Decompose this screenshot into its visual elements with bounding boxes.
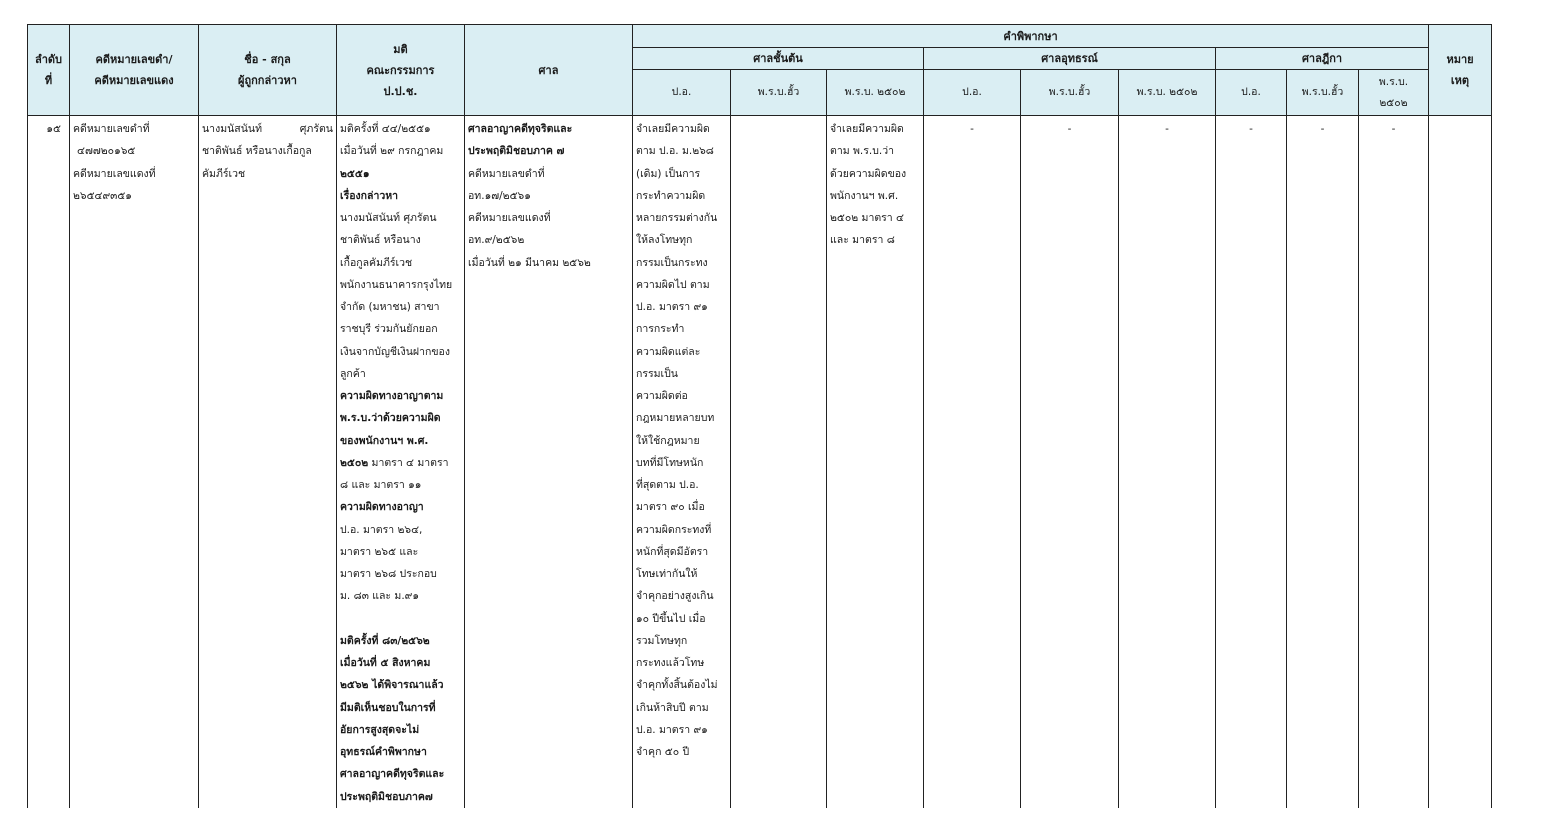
- text-line: ความผิดทางอาญาตาม: [340, 390, 444, 402]
- text-line: ให้ใช้กฎหมาย: [636, 434, 700, 447]
- text-line: จำเลยมีความผิด: [830, 123, 904, 135]
- header-case-no: คดีหมายเลขดำ/ คดีหมายเลขแดง: [70, 25, 199, 116]
- text-line: จำเลยมีความผิด: [636, 123, 710, 135]
- table-row: [28, 116, 1492, 809]
- text-line: พ.ร.บ.ว่าด้วยความผิด: [340, 412, 441, 425]
- text-line: อท.๙/๒๕๖๒: [468, 234, 525, 247]
- text-line: ป.อ. มาตรา ๙๑: [636, 723, 708, 736]
- text-line: ศาลอาญาคดีทุจริตและ: [340, 768, 445, 781]
- header-supreme-act-2502: พ.ร.บ. ๒๕๐๒: [1359, 70, 1429, 116]
- text-line: ด้วยความผิดของ: [830, 167, 907, 180]
- text-line: มติครั้งที่ ๔๔/๒๕๕๑: [340, 123, 431, 135]
- text-line: ศาลอาญาคดีทุจริตและ: [468, 123, 573, 135]
- text-line: มติครั้งที่ ๘๓/๒๕๖๒: [340, 634, 430, 647]
- text-line: นางมนัสนันท์ ศุภรัตน: [340, 212, 437, 224]
- text-line: ป.อ. มาตรา ๒๖๔,: [340, 523, 423, 536]
- text-line: ของพนักงานฯ พ.ศ.: [340, 434, 429, 447]
- header-name: ชื่อ - สกุล ผู้ถูกกล่าวหา: [199, 25, 337, 116]
- cell-resolution: [337, 116, 465, 809]
- text-line: บทที่มีโทษหนัก: [636, 456, 704, 469]
- cell-court: [465, 116, 633, 809]
- text-line: หลายกรรมต่างกัน: [636, 212, 718, 224]
- header-appeal-act-short: พ.ร.บ.ฮั้ว: [1021, 70, 1119, 116]
- text-line: ตาม พ.ร.บ.ว่า: [830, 145, 895, 158]
- text-line: [340, 608, 461, 630]
- header-court: ศาล: [465, 25, 633, 116]
- cell-case-no: คดีหมายเลขดำที่ ๔๗๗๒๐๑๖๕ คดีหมายเลขแดงที่ ๒๖๕๔๙๓๕๑: [70, 116, 199, 809]
- text-line: ป.อ. มาตรา ๙๑: [636, 301, 708, 313]
- text-line: จำคุกอย่างสูงเกิน: [636, 590, 714, 603]
- text-line: จำคุก ๕๐ ปี: [636, 746, 690, 758]
- text-line: คดีหมายเลขดำที่: [468, 167, 545, 180]
- text-line: ๒๕๖๒ ได้พิจารณาแล้ว: [340, 679, 444, 692]
- text-line: ให้ลงโทษทุก: [636, 234, 693, 247]
- cell-first-act-2502: [827, 116, 924, 809]
- text-line: และ มาตรา ๘: [830, 234, 895, 247]
- text-line: มาตรา ๒๖๘ ประกอบ: [340, 568, 437, 580]
- text-line: ความผิดแต่ละ: [636, 345, 701, 358]
- text-line: ๒๕๐๒ มาตรา ๔ มาตรา: [340, 456, 449, 469]
- text-line: ที่สุดตาม ป.อ.: [636, 479, 699, 491]
- text-line: การกระทำ: [636, 323, 685, 336]
- cell-order: ๑๕: [28, 116, 70, 809]
- text-line: กฎหมายหลายบท: [636, 412, 715, 425]
- text-line: อท.๑๗/๒๕๖๑: [468, 189, 531, 202]
- text-line: คดีหมายเลขแดงที่: [468, 212, 551, 224]
- text-line: ชาติพันธ์ หรือนาง: [340, 234, 421, 247]
- text-line: ประพฤติมิชอบภาค๗: [340, 790, 433, 803]
- header-first-criminal: ป.อ.: [633, 70, 731, 116]
- text-line: ๘ และ มาตรา ๑๑: [340, 479, 422, 491]
- text-line: เกินห้าสิบปี ตาม: [636, 701, 709, 714]
- text-line: เมื่อวันที่ ๒๙ กรกฎาคม: [340, 145, 444, 158]
- text-line: เกื้อกูลคัมภีร์เวช: [340, 256, 413, 269]
- text-line: พนักงานฯ พ.ศ.: [830, 189, 899, 202]
- text-line: กรรมเป็นกระทง: [636, 256, 708, 269]
- text-line: ๒๕๕๑: [340, 167, 370, 180]
- text-line: พนักงานธนาคารกรุงไทย: [340, 278, 453, 291]
- header-order: ลำดับ ที่: [28, 25, 70, 116]
- text-line: เรื่องกล่าวหา: [340, 189, 399, 202]
- text-line: เมื่อวันที่ ๒๑ มีนาคม ๒๕๖๒: [468, 256, 591, 269]
- text-line: รวมโทษทุก: [636, 634, 688, 647]
- cell-appeal-act-short: -: [1021, 116, 1119, 809]
- text-line: อุทธรณ์คำพิพากษา: [340, 746, 427, 758]
- text-line: ความผิดทางอาญา: [340, 501, 424, 514]
- cell-supreme-act-short: -: [1287, 116, 1359, 809]
- header-first-instance-court: ศาลชั้นต้น: [633, 48, 924, 70]
- text-line: ตาม ป.อ. ม.๒๖๘: [636, 145, 714, 158]
- text-line: หนักที่สุดมีอัตรา: [636, 545, 709, 558]
- text-line: ความผิดไป ตาม: [636, 278, 710, 291]
- text-line: มาตรา ๒๖๕ และ: [340, 545, 419, 558]
- cell-supreme-act-2502: -: [1359, 116, 1429, 809]
- text-line: ม. ๘๓ และ ม.๙๑: [340, 590, 420, 603]
- header-first-act-short: พ.ร.บ.ฮั้ว: [731, 70, 827, 116]
- header-supreme-court: ศาลฎีกา: [1216, 48, 1429, 70]
- header-first-act-2502: พ.ร.บ. ๒๕๐๒: [827, 70, 924, 116]
- text-line: กระทำความผิด: [636, 189, 706, 202]
- text-line: เมื่อวันที่ ๕ สิงหาคม: [340, 657, 431, 669]
- judgment-table: [27, 24, 1492, 808]
- cell-appeal-act-2502: -: [1119, 116, 1216, 809]
- text-line: กรรมเป็น: [636, 367, 678, 380]
- text-line: ประพฤติมิชอบภาค ๗: [468, 145, 565, 158]
- cell-first-criminal: [633, 116, 731, 809]
- header-supreme-act-short: พ.ร.บ.ฮั้ว: [1287, 70, 1359, 116]
- text-line: ราชบุรี ร่วมกันยักยอก: [340, 323, 438, 336]
- cell-appeal-criminal: -: [924, 116, 1021, 809]
- text-line: จำคุกทั้งสิ้นต้องไม่: [636, 679, 718, 692]
- text-line: กระทงแล้วโทษ: [636, 657, 705, 669]
- header-remark: หมาย เหตุ: [1429, 25, 1492, 116]
- text-line: อัยการสูงสุดจะไม่: [340, 723, 420, 736]
- cell-supreme-criminal: -: [1216, 116, 1287, 809]
- text-line: มาตรา ๙๐ เมื่อ: [636, 501, 705, 514]
- header-resolution: มติ คณะกรรมการ ป.ป.ช.: [337, 25, 465, 116]
- text-line: ความผิดต่อ: [636, 390, 688, 402]
- text-line: โทษเท่ากันให้: [636, 568, 698, 580]
- header-appeal-court: ศาลอุทธรณ์: [924, 48, 1216, 70]
- text-line: เงินจากบัญชีเงินฝากของ: [340, 345, 450, 358]
- text-line: ๑๐ ปีขึ้นไป เมื่อ: [636, 612, 706, 625]
- header-judgment: คำพิพากษา: [633, 25, 1429, 48]
- header-appeal-criminal: ป.อ.: [924, 70, 1021, 116]
- text-line: ๒๕๐๒ มาตรา ๔: [830, 212, 904, 224]
- cell-first-act-short: [731, 116, 827, 809]
- cell-name: นางมนัสนันท์ ศุภรัตน ชาติพันธ์ หรือนางเกื้อกูล คัมภีร์เวช: [199, 116, 337, 809]
- text-line: ลูกค้า: [340, 367, 366, 380]
- text-line: ความผิดกระทงที่: [636, 523, 712, 536]
- header-supreme-criminal: ป.อ.: [1216, 70, 1287, 116]
- text-line: (เดิม) เป็นการ: [636, 167, 701, 180]
- text-line: มีมติเห็นชอบในการที่: [340, 701, 436, 714]
- header-appeal-act-2502: พ.ร.บ. ๒๕๐๒: [1119, 70, 1216, 116]
- cell-remark: [1429, 116, 1492, 809]
- text-line: จำกัด (มหาชน) สาขา: [340, 301, 440, 313]
